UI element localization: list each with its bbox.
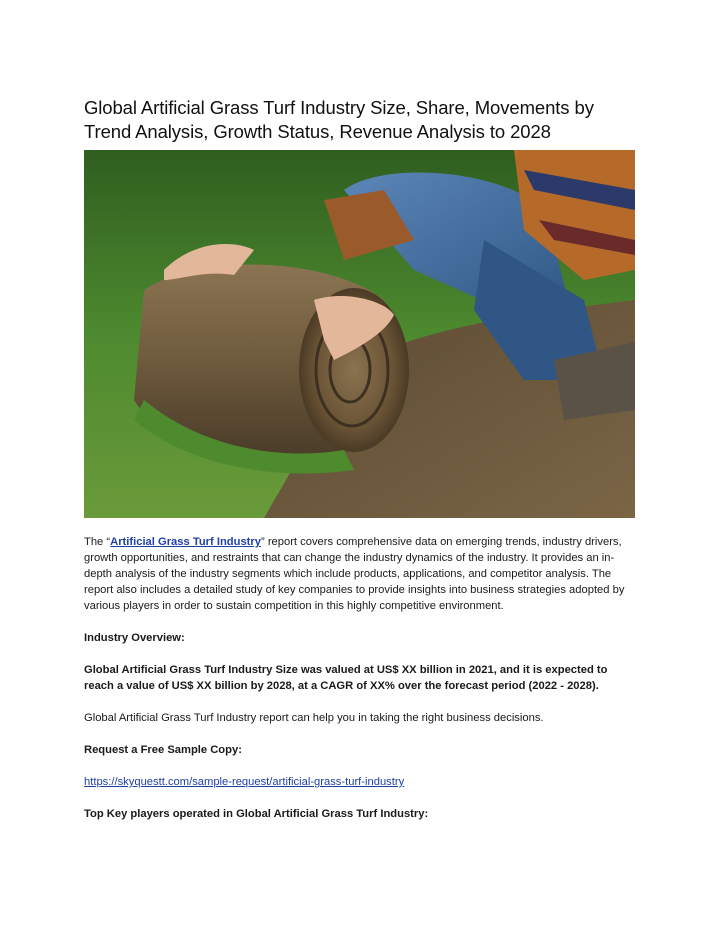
overview-heading: Industry Overview: <box>84 632 185 644</box>
turf-roll-photo <box>84 150 635 518</box>
industry-report-link[interactable]: Artificial Grass Turf Industry <box>110 536 261 548</box>
sample-request-link[interactable]: https://skyquestt.com/sample-request/artificial-grass-turf-industry <box>84 776 405 788</box>
decision-text: Global Artificial Grass Turf Industry report can help you in taking the right business decisions. <box>84 712 544 724</box>
intro-suffix: ” report covers comprehensive data on emerging trends, industry drivers, growth opportunities, and restraints that can change the industry dynamics of the industry. It provides an in-depth analysis of the industry segments which include products, applications, and competitor analysis. The report also includes a detailed study of key companies to provide insights into business strategies adopted by various players in order to sustain competition in this highly competitive environment. <box>84 536 625 612</box>
intro-prefix: The “ <box>84 536 111 548</box>
key-players-heading: Top Key players operated in Global Artificial Grass Turf Industry: <box>84 808 429 820</box>
overview-text: Global Artificial Grass Turf Industry Size was valued at US$ XX billion in 2021, and it is expected to reach a value of US$ XX billion by 2028, at a CAGR of XX% over the forecast period (2022 - 2028). <box>84 664 608 692</box>
sample-heading: Request a Free Sample Copy: <box>84 744 242 756</box>
intro-paragraph <box>84 534 636 614</box>
document-page <box>84 96 636 838</box>
document-title: Global Artificial Grass Turf Industry Size, Share, Movements by Trend Analysis, Growth Status, Revenue Analysis to 2028 <box>84 97 594 142</box>
